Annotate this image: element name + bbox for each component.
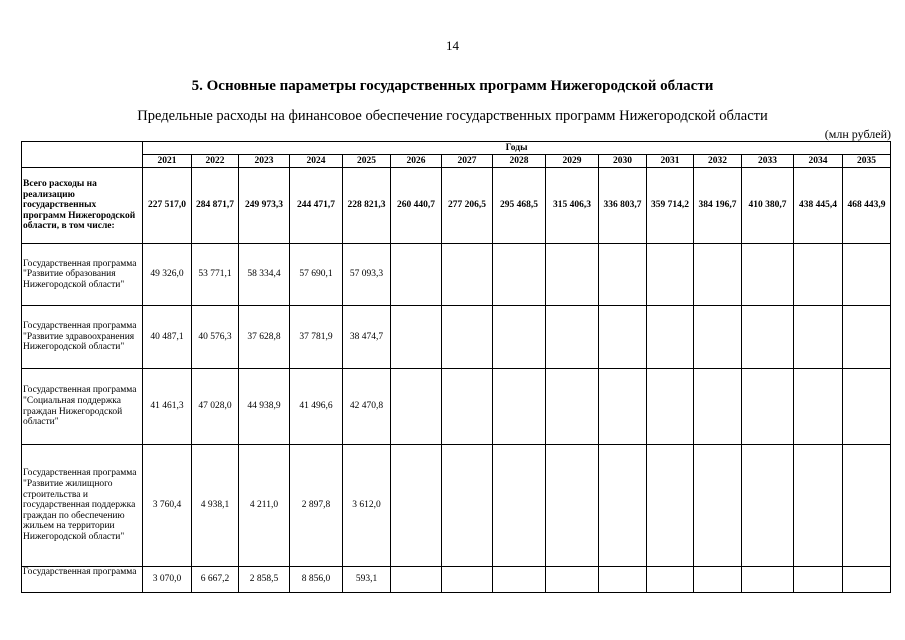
value-cell bbox=[391, 567, 442, 593]
year-header-2031: 2031 bbox=[647, 155, 694, 168]
table-body bbox=[22, 168, 891, 593]
value-cell bbox=[493, 306, 546, 369]
value-cell bbox=[599, 369, 647, 445]
value-cell: 37 781,9 bbox=[290, 306, 343, 369]
value-cell bbox=[546, 369, 599, 445]
value-cell: 57 690,1 bbox=[290, 244, 343, 306]
row-name: Государственная программа "Развитие образования Нижегородской области" bbox=[22, 244, 143, 306]
year-header-2033: 2033 bbox=[742, 155, 794, 168]
year-header-2025: 2025 bbox=[343, 155, 391, 168]
value-cell bbox=[442, 445, 493, 567]
value-cell bbox=[694, 369, 742, 445]
row-name: Государственная программа "Развитие жилищного строительства и государственная поддержка граждан по обеспечению жильем на территории Нижегородской области" bbox=[22, 445, 143, 567]
value-cell: 8 856,0 bbox=[290, 567, 343, 593]
year-header-2024: 2024 bbox=[290, 155, 343, 168]
value-cell bbox=[794, 369, 843, 445]
value-cell: 58 334,4 bbox=[239, 244, 290, 306]
value-cell bbox=[647, 445, 694, 567]
value-cell bbox=[742, 369, 794, 445]
value-cell bbox=[694, 306, 742, 369]
value-cell bbox=[442, 369, 493, 445]
value-cell: 359 714,2 bbox=[647, 168, 694, 244]
value-cell: 3 612,0 bbox=[343, 445, 391, 567]
value-cell bbox=[442, 244, 493, 306]
value-cell bbox=[694, 445, 742, 567]
value-cell bbox=[391, 306, 442, 369]
value-cell: 3 070,0 bbox=[143, 567, 192, 593]
value-cell bbox=[599, 567, 647, 593]
value-cell: 295 468,5 bbox=[493, 168, 546, 244]
corner-cell bbox=[22, 142, 143, 168]
value-cell bbox=[391, 369, 442, 445]
value-cell: 284 871,7 bbox=[192, 168, 239, 244]
value-cell bbox=[647, 244, 694, 306]
value-cell: 277 206,5 bbox=[442, 168, 493, 244]
unit-note: (млн рублей) bbox=[824, 127, 891, 141]
value-cell: 40 576,3 bbox=[192, 306, 239, 369]
value-cell bbox=[843, 369, 891, 445]
value-cell bbox=[391, 244, 442, 306]
value-cell: 53 771,1 bbox=[192, 244, 239, 306]
program-row bbox=[22, 369, 891, 445]
value-cell bbox=[694, 244, 742, 306]
value-cell bbox=[742, 567, 794, 593]
value-cell: 57 093,3 bbox=[343, 244, 391, 306]
value-cell bbox=[546, 567, 599, 593]
value-cell bbox=[442, 567, 493, 593]
value-cell bbox=[843, 445, 891, 567]
value-cell bbox=[493, 445, 546, 567]
value-cell bbox=[647, 306, 694, 369]
year-header-2027: 2027 bbox=[442, 155, 493, 168]
page-number: 14 bbox=[446, 38, 459, 53]
value-cell: 260 440,7 bbox=[391, 168, 442, 244]
row-name: Государственная программа "Развитие здравоохранения Нижегородской области" bbox=[22, 306, 143, 369]
value-cell: 4 211,0 bbox=[239, 445, 290, 567]
value-cell: 47 028,0 bbox=[192, 369, 239, 445]
year-header-2029: 2029 bbox=[546, 155, 599, 168]
value-cell: 38 474,7 bbox=[343, 306, 391, 369]
value-cell bbox=[694, 567, 742, 593]
value-cell: 4 938,1 bbox=[192, 445, 239, 567]
value-cell bbox=[843, 306, 891, 369]
program-row bbox=[22, 445, 891, 567]
year-header-2030: 2030 bbox=[599, 155, 647, 168]
value-cell: 249 973,3 bbox=[239, 168, 290, 244]
value-cell: 6 667,2 bbox=[192, 567, 239, 593]
value-cell bbox=[546, 306, 599, 369]
year-header-2021: 2021 bbox=[143, 155, 192, 168]
year-header-row bbox=[22, 155, 891, 168]
value-cell bbox=[546, 244, 599, 306]
section-title: 5. Основные параметры государственных программ Нижегородской области bbox=[191, 78, 714, 94]
value-cell: 41 461,3 bbox=[143, 369, 192, 445]
value-cell bbox=[599, 306, 647, 369]
value-cell: 593,1 bbox=[343, 567, 391, 593]
program-row bbox=[22, 567, 891, 593]
value-cell bbox=[794, 567, 843, 593]
year-header-2023: 2023 bbox=[239, 155, 290, 168]
value-cell bbox=[794, 244, 843, 306]
value-cell: 227 517,0 bbox=[143, 168, 192, 244]
value-cell bbox=[391, 445, 442, 567]
year-header-2032: 2032 bbox=[694, 155, 742, 168]
value-cell: 336 803,7 bbox=[599, 168, 647, 244]
row-name: Государственная программа bbox=[22, 567, 143, 593]
value-cell bbox=[647, 567, 694, 593]
row-name: Государственная программа "Социальная поддержка граждан Нижегородской области" bbox=[22, 369, 143, 445]
budget-table bbox=[21, 141, 891, 593]
value-cell bbox=[493, 369, 546, 445]
value-cell: 468 443,9 bbox=[843, 168, 891, 244]
table-title: Предельные расходы на финансовое обеспечение государственных программ Нижегородской области bbox=[137, 108, 768, 124]
value-cell: 2 897,8 bbox=[290, 445, 343, 567]
value-cell: 40 487,1 bbox=[143, 306, 192, 369]
year-header-2034: 2034 bbox=[794, 155, 843, 168]
value-cell: 42 470,8 bbox=[343, 369, 391, 445]
year-header-2026: 2026 bbox=[391, 155, 442, 168]
years-group-header: Годы bbox=[143, 142, 891, 155]
program-row bbox=[22, 306, 891, 369]
value-cell bbox=[599, 445, 647, 567]
value-cell bbox=[647, 369, 694, 445]
year-header-2028: 2028 bbox=[493, 155, 546, 168]
value-cell bbox=[843, 567, 891, 593]
value-cell: 44 938,9 bbox=[239, 369, 290, 445]
value-cell bbox=[794, 445, 843, 567]
value-cell bbox=[442, 306, 493, 369]
row-name: Всего расходы на реализацию государственных программ Нижегородской области, в том числе: bbox=[22, 168, 143, 244]
value-cell: 384 196,7 bbox=[694, 168, 742, 244]
value-cell: 49 326,0 bbox=[143, 244, 192, 306]
program-row bbox=[22, 244, 891, 306]
total-row bbox=[22, 168, 891, 244]
value-cell bbox=[493, 567, 546, 593]
value-cell: 41 496,6 bbox=[290, 369, 343, 445]
value-cell: 228 821,3 bbox=[343, 168, 391, 244]
value-cell: 244 471,7 bbox=[290, 168, 343, 244]
value-cell bbox=[742, 244, 794, 306]
value-cell: 3 760,4 bbox=[143, 445, 192, 567]
value-cell: 438 445,4 bbox=[794, 168, 843, 244]
value-cell: 315 406,3 bbox=[546, 168, 599, 244]
year-header-2035: 2035 bbox=[843, 155, 891, 168]
value-cell bbox=[742, 445, 794, 567]
value-cell: 2 858,5 bbox=[239, 567, 290, 593]
value-cell: 37 628,8 bbox=[239, 306, 290, 369]
value-cell bbox=[742, 306, 794, 369]
value-cell bbox=[493, 244, 546, 306]
value-cell bbox=[794, 306, 843, 369]
value-cell bbox=[843, 244, 891, 306]
value-cell bbox=[599, 244, 647, 306]
value-cell bbox=[546, 445, 599, 567]
year-header-2022: 2022 bbox=[192, 155, 239, 168]
value-cell: 410 380,7 bbox=[742, 168, 794, 244]
